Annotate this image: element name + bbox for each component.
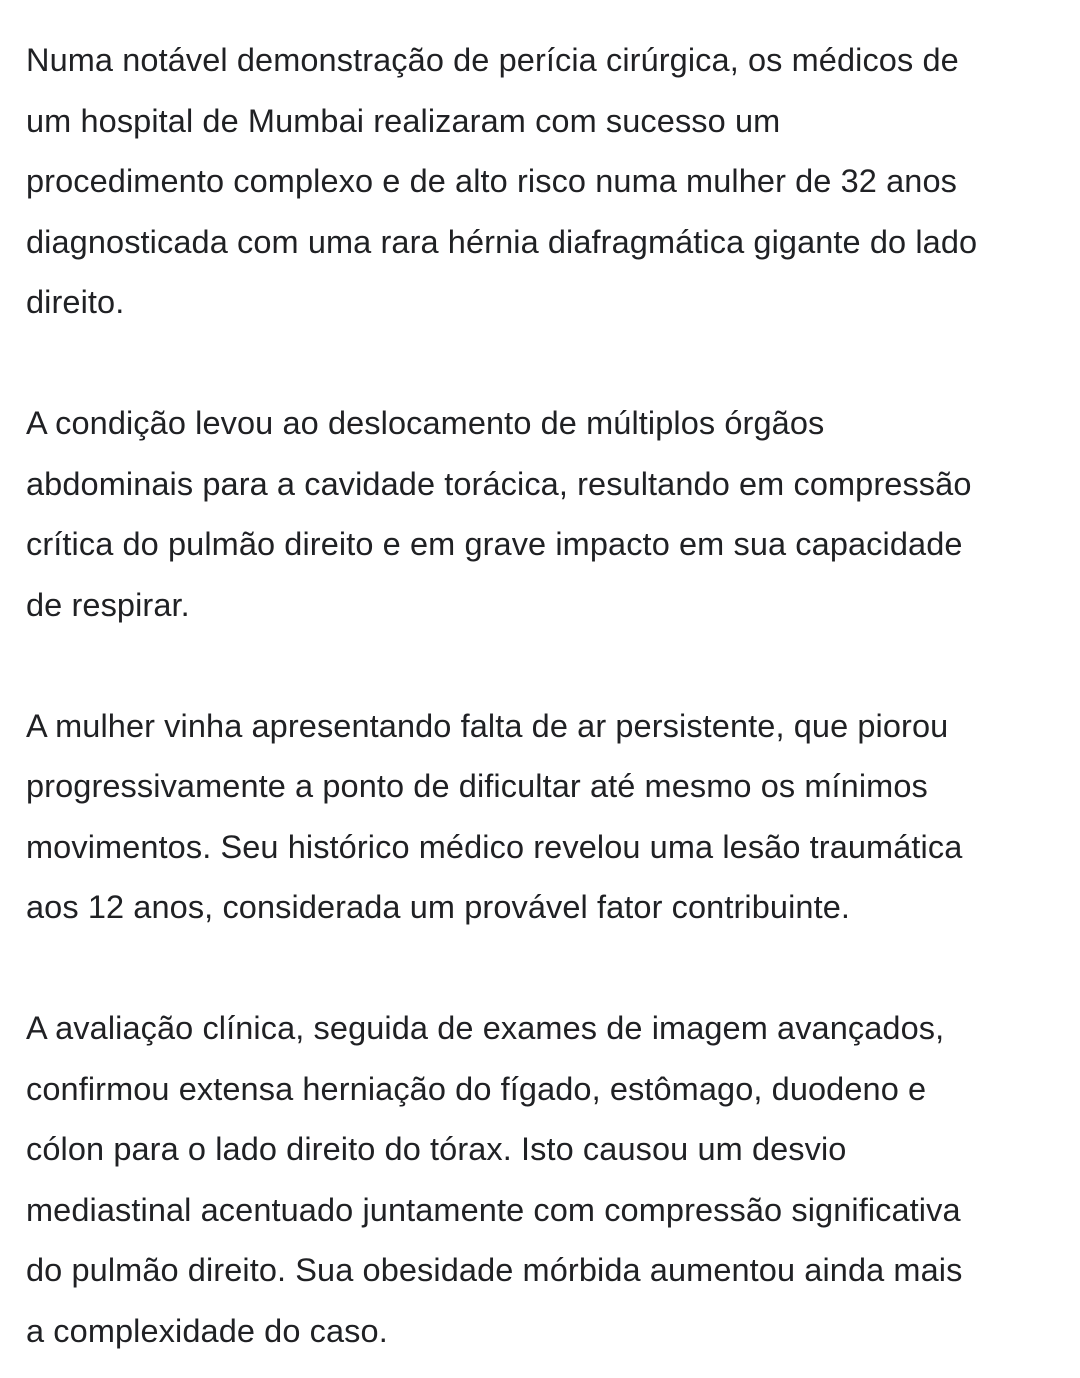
article-body — [26, 30, 1066, 1361]
article-paragraph-3: A mulher vinha apresentando falta de ar persistente, que piorou progressivamente a ponto de dificultar até mesmo os mínimos movimentos. Seu histórico médico revelou uma lesão traumática aos 12 anos, considerada um provável fator contribuinte. — [26, 707, 963, 925]
article-paragraph-2: A condição levou ao deslocamento de múltiplos órgãos abdominais para a cavidade torácica, resultando em compressão crítica do pulmão direito e em grave impacto em sua capacidade de respirar. — [26, 405, 972, 623]
article-paragraph-4: A avaliação clínica, seguida de exames de imagem avançados, confirmou extensa herniação do fígado, estômago, duodeno e cólon para o lado direito do tórax. Isto causou um desvio mediastinal acentuado juntamente com compressão significativa do pulmão direito. Sua obesidade mórbida aumentou ainda mais a complexidade do caso. — [26, 1010, 963, 1349]
article-paragraph-1: Numa notável demonstração de perícia cirúrgica, os médicos de um hospital de Mumbai realizaram com sucesso um procedimento complexo e de alto risco numa mulher de 32 anos diagnosticada com uma rara hérnia diafragmática gigante do lado direito. — [26, 42, 978, 320]
